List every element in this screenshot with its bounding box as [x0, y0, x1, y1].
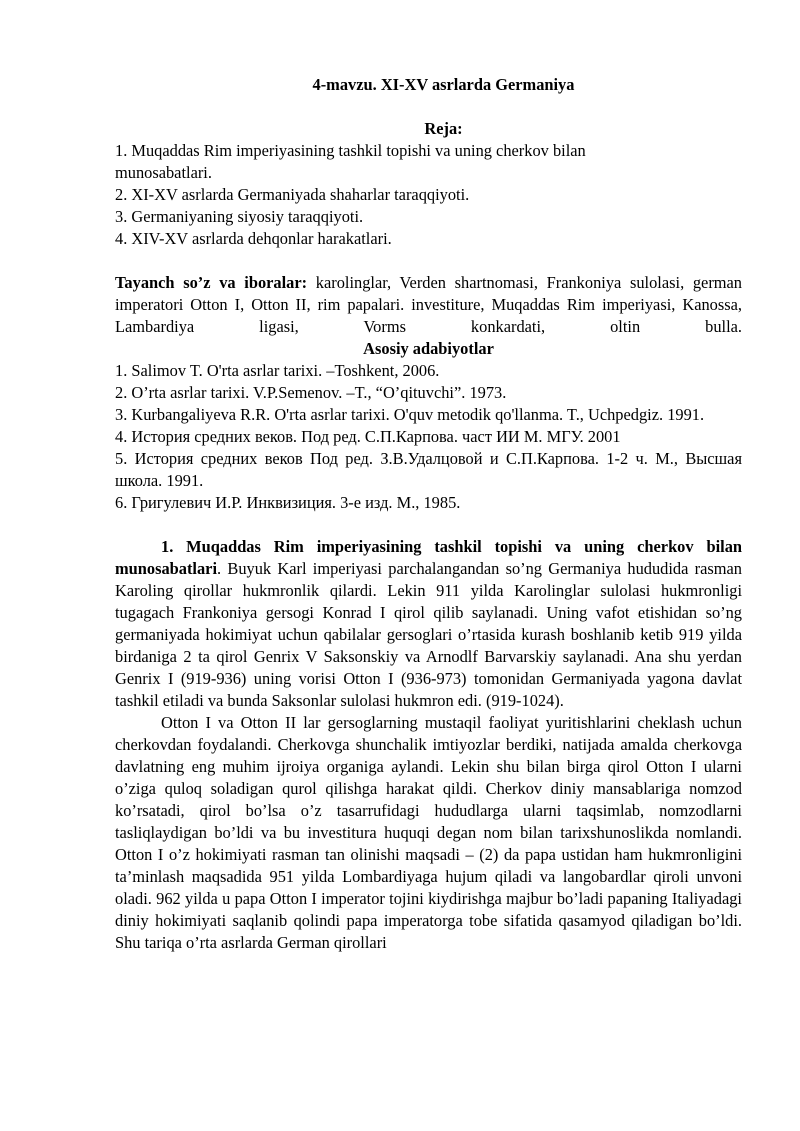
plan-item: 4. XIV-XV asrlarda dehqonlar harakatlari.: [115, 229, 392, 248]
keywords-text: karolinglar, Verden shartnomasi, Frankoniya sulolasi, german imperatori Otton I, Otton II, rim papalari. investiture, Muqaddas Rim imperiyasi, Kanossa, Lambardiya ligasi, Vorms konkardati, oltin bulla.: [115, 273, 742, 336]
section-1-heading: 1. Muqaddas Rim imperiyasining tashkil topishi va uning cherkov bilan munosabatlari: [115, 537, 742, 578]
literature-item: 1. Salimov T. O'rta asrlar tarixi. –Toshkent, 2006.: [115, 361, 440, 380]
plan-heading: Reja:: [424, 119, 463, 138]
keywords-label: Tayanch so’z va iboralar:: [115, 273, 308, 292]
section-1-paragraph-2: Otton I va Otton II lar gersoglarning mustaqil faoliyat yuritishlarini cheklash uchun cherkovdan foydalandi. Cherkovga shunchalik imtiyozlar berdiki, natijada amalda cherkovga davlatning eng muhim ijroiya organiga aylandi. Lekin shu bilan birga qirol Otton I ularni o’ziga quloq soladigan qurol qilishga harakat qildi. Cherkov diniy mansablariga nomzod ko’rsatadi, qirol bo’lsa o’z tasarrufidagi hududlarga ularni taqsimlab, nomzodlarni tasliqlaydigan bo’ldi va bu investitura huquqi degan nom bilan tarixshunoslikda nomlandi. Otton I o’z hokimiyati rasman tan olinishi maqsadi – (2) da papa ustidan ham hukmronligini ta’minlash maqsadida 951 yilda Lombardiyaga hujum qiladi va langobardlar qiroli unvoni oladi. 962 yilda u papa Otton I imperator tojini kiydirishga majbur bo’ladi papaning Italiyadagi diniy hokimiyati saqlanib qolindi papa imperatorga tobe sifatida qasamyod qiladigan bo’ldi. Shu tariqa o’rta asrlarda German qirollari: [115, 713, 742, 952]
plan-item: 1. Muqaddas Rim imperiyasining tashkil topishi va uning cherkov bilan munosabatlari.: [115, 141, 586, 182]
section-1-paragraph: [115, 536, 742, 712]
section-1-text: . Buyuk Karl imperiyasi parchalangandan so’ng Germaniya hududida rasman Karoling qirollar hukmronlik qilardi. Lekin 911 yilda Karolinglar sulolasi hukmronligi tugagach Frankoniya gersogi Konrad I qirol qilib saylanadi. Uning vafot etishidan so’ng germaniyada hokimiyat uchun qabilalar gersoglari o’rtasida kurash boshlanib ketib 919 yilda birdaniga 2 ta qirol Genrix V Saksonskiy va Arnodlf Barvarskiy saylanadi. Ana shu yerdan Genrix I (919-936) uning vorisi Otton I (936-973) tomonidan Germaniyada yagona davlat tashkil etiladi va bunda Saksonlar sulolasi hukmron edi. (919-1024).: [115, 559, 742, 710]
literature-item: 3. Kurbangaliyeva R.R. O'rta asrlar tarixi. O'quv metodik qo'llanma. T., Uchpedgiz. 1991.: [115, 405, 705, 424]
page-title: 4-mavzu. XI-XV asrlarda Germaniya: [312, 75, 575, 94]
literature-item: 4. История средних веков. Под ред. С.П.Карпова. част ИИ М. МГУ. 2001: [115, 427, 621, 446]
literature-item: 2. O’rta asrlar tarixi. V.P.Semenov. –T., “O’qituvchi”. 1973.: [115, 383, 507, 402]
plan-item: 3. Germaniyaning siyosiy taraqqiyoti.: [115, 207, 364, 226]
document-page: [115, 74, 742, 954]
plan-item: 2. XI-XV asrlarda Germaniyada shaharlar taraqqiyoti.: [115, 185, 470, 204]
literature-heading: Asosiy adabiyotlar: [363, 339, 494, 358]
literature-item: 6. Григулевич И.Р. Инквизиция. 3-е изд. М., 1985.: [115, 493, 461, 512]
keywords-paragraph: [115, 272, 742, 338]
literature-item: 5. История средних веков Под ред. З.В.Удалцовой и С.П.Карпова. 1-2 ч. М., Высшая школа. 1991.: [115, 449, 742, 490]
